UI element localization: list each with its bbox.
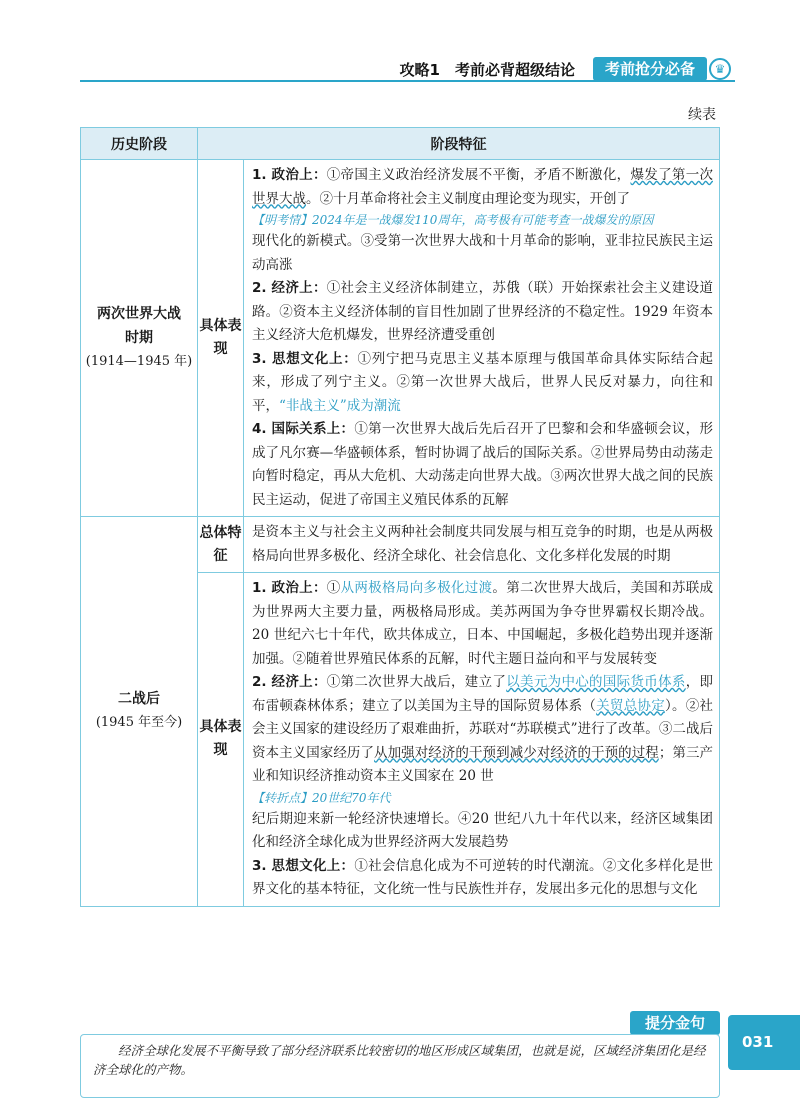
feature-text: ①列宁把马克思主义基本原理与俄国革命具体实际结合起来，形成了列宁主义。②第一次世界大战后，世界人民反对暴力，向往和平， [252, 350, 713, 414]
feature-text: 。②十月革命将社会主义制度由理论变为现实，开创了 [306, 190, 630, 207]
feature-text: 现代化的新模式。③受第一次世界大战和十月革命的影响，亚非拉民族民主运动高涨 [252, 233, 713, 273]
period-cell [81, 160, 198, 517]
feature-item-label: 1. 政治上： [252, 167, 327, 183]
margin-note: 【转折点】20世纪70年代 [252, 790, 391, 805]
period-name: 时期 [125, 330, 153, 346]
col-header-feature: 阶段特征 [198, 128, 720, 160]
feature-item [252, 577, 713, 671]
category-cell: 具体表现 [198, 573, 244, 907]
feature-item [252, 418, 713, 512]
category-cell: 总体特征 [198, 517, 244, 573]
feature-item [252, 855, 713, 902]
feature-text: 。第二次世界大战后，美国和苏联成为世界两大主要力量，两极格局形成。美苏两国为争夺世界霸权长期冷战。20 世纪六七十年代，欧共体成立，日本、中国崛起，多极化趋势出现并逐渐加强。②随着世界殖民体系的瓦解，时代主题日益向和平与发展转变 [252, 580, 713, 667]
feature-text: ，即布雷顿森林体系；建立了以美国为主导的国际贸易体系（ [252, 674, 713, 714]
feature-item [252, 164, 713, 277]
feature-text: 纪后期迎来新一轮经济快速增长。④20 世纪八九十年代以来，经济区域集团化和经济全球化成为世界经济两大发展趋势 [252, 810, 713, 850]
golden-sentence: 经济全球化发展不平衡导致了部分经济联系比较密切的地区形成区域集团，也就是说，区域经济集团化是经济全球化的产物。 [80, 1034, 720, 1098]
period-name: 两次世界大战 [97, 306, 181, 322]
feature-item [252, 671, 713, 855]
table-row [81, 517, 720, 573]
page-number: 031 [728, 1015, 800, 1070]
feature-text: ① [326, 580, 341, 596]
feature-text: 从两极格局向多极化过渡 [340, 580, 493, 596]
period-years: (1945 年至今) [95, 715, 183, 731]
feature-text: 关贸总协定 [596, 697, 665, 714]
feature-text: 以美元为中心的国际货币体系 [506, 674, 686, 690]
history-stage-table [80, 127, 720, 907]
feature-content [244, 160, 720, 517]
feature-content [244, 573, 720, 907]
table-header-row [81, 128, 720, 160]
feature-text: ①第一次世界大战后先后召开了巴黎和会和华盛顿会议，形成了凡尔赛—华盛顿体系，暂时协调了战后的国际关系。②世界局势由动荡走向暂时稳定，再从大危机、大动荡走向世界大战。③两次世界大战之间的民族民主运动，促进了帝国主义殖民体系的瓦解 [252, 421, 713, 508]
category-cell: 具体表现 [198, 160, 244, 517]
feature-item-label: 2. 经济上： [252, 280, 327, 296]
feature-text: ①第二次世界大战后，建立了 [326, 674, 507, 690]
page-header [80, 57, 735, 83]
table-row [81, 160, 720, 517]
continued-label: 续表 [688, 107, 716, 123]
period-cell [81, 517, 198, 907]
feature-item-label: 1. 政治上： [252, 580, 327, 596]
col-header-stage: 历史阶段 [81, 128, 198, 160]
margin-note: 【明考情】2024年是一战爆发110周年，高考极有可能考查一战爆发的原因 [252, 213, 654, 227]
feature-item-label: 3. 思想文化上： [252, 350, 358, 367]
feature-text: 从加强对经济的干预到减少对经济的干预的过程 [374, 744, 659, 761]
period-name: 二战后 [118, 691, 160, 708]
header-badge: 考前抢分必备 [593, 57, 707, 81]
feature-text: “非战主义”成为潮流 [279, 397, 401, 414]
period-years: (1914—1945 年) [85, 354, 193, 369]
feature-content: 是资本主义与社会主义两种社会制度共同发展与相互竞争的时期，也是从两极格局向世界多极化、经济全球化、社会信息化、文化多样化发展的时期 [244, 517, 720, 573]
feature-text: ①帝国主义政治经济发展不平衡，矛盾不断激化， [326, 167, 631, 183]
feature-item [252, 348, 713, 419]
feature-text: ）。②社会主义国家的建设经历了艰难曲折，苏联对“苏联模式”进行了改革。③二战后资本主义国家经历了 [252, 697, 714, 761]
feature-text: ①社会主义经济体制建立，苏俄（联）开始探索社会主义建设道路。②资本主义经济体制的盲目性加剧了世界经济的不稳定性。1929 年资本主义经济大危机爆发，世界经济遭受重创 [252, 280, 713, 343]
tifen-label: 提分金句 [630, 1011, 720, 1035]
feature-item [252, 277, 713, 348]
feature-text: ①社会信息化成为不可逆转的时代潮流。②文化多样化是世界文化的基本特征，文化统一性与民族性并存，发展出多元化的思想与文化 [252, 857, 713, 897]
feature-item-label: 4. 国际关系上： [252, 421, 355, 437]
feature-item-label: 3. 思想文化上： [252, 857, 355, 874]
header-title: 攻略1 考前必背超级结论 [399, 61, 575, 79]
crown-icon: ♛ [709, 58, 731, 80]
feature-item-label: 2. 经济上： [252, 674, 327, 690]
feature-text: 爆发了第一次世界大战 [252, 167, 713, 207]
feature-text: ；第三产业和知识经济推动资本主义国家在 20 世 [252, 744, 714, 784]
